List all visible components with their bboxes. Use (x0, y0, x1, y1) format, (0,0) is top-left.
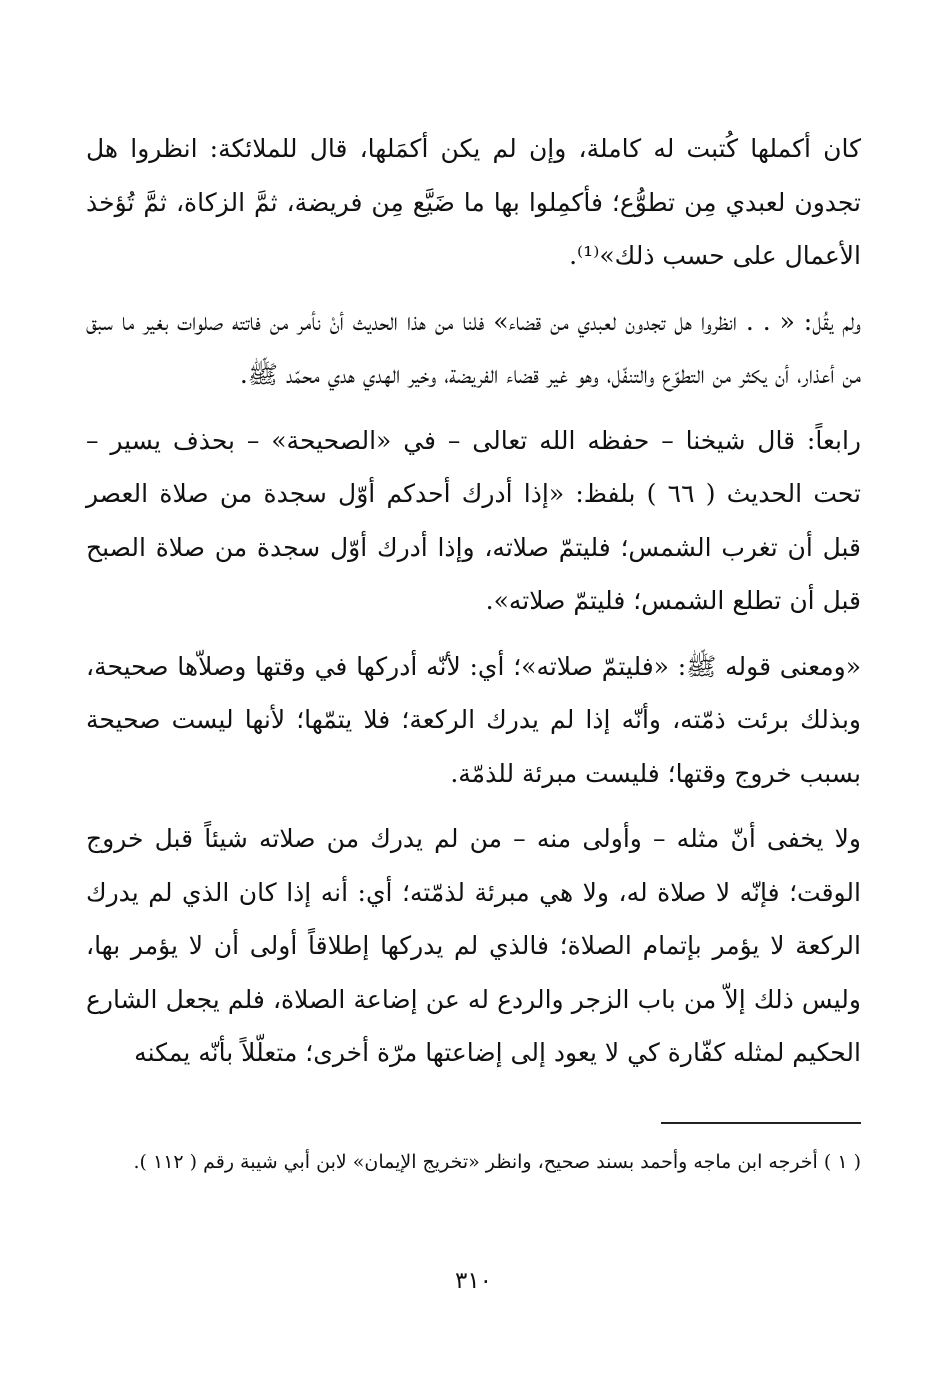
page-number: ٣١٠ (454, 1268, 493, 1294)
paragraph-2: ولم يقُل: « . . انظروا هل تجدون لعبدي من قضاء» فلنا من هذا الحديث أنْ نأمر من فاتته صلوات بغير ما سبق من أعذار، أن يكثر من التطوّع والتنفّل، وهو غير قضاء الفريضة، وخير الهدي هدي محمّد ﷺ. (86, 306, 861, 389)
paragraph-5: ولا يخفى أنّ مثله – وأولى منه – من لم يدرك من صلاته شيئاً قبل خروج الوقت؛ فإنّه لا صلاة له، ولا هي مبرئة لذمّته؛ أي: أنه إذا كان الذي لم يدرك الركعة لا يؤمر بإتمام الصلاة؛ فالذي لم يدركها إطلاقاً أولى أن لا يؤمر بها، وليس ذلك إلاّ من باب الزجر والردع له عن إضاعة الصلاة، فلم يجعل الشارع الحكيم لمثله كفّارة كي لا يعود إلى إضاعتها مرّة أخرى؛ متعلّلاً بأنّه يمكنه (86, 824, 861, 1067)
paragraph-1: كان أكملها كُتبت له كاملة، وإن لم يكن أكمَلها، قال للملائكة: انظروا هل تجدون لعبدي مِن تطوُّع؛ فأكمِلوا بها ما ضَيَّع مِن فريضة، ثمَّ الزكاة، ثمَّ تُؤخذ الأعمال على حسب ذلك»⁽¹⁾. (86, 134, 861, 270)
paragraph-4: «ومعنى قوله ﷺ: «فليتمّ صلاته»؛ أي: لأنّه أدركها في وقتها وصلاّها صحيحة، وبذلك برئت ذمّته، وأنّه إذا لم يدرك الركعة؛ فلا يتمّها؛ لأنها ليست صحيحة بسبب خروج وقتها؛ فليست مبرئة للذمّة. (86, 651, 861, 788)
page-body (86, 122, 861, 1092)
paragraph-3: رابعاً: قال شيخنا – حفظه الله تعالى – في «الصحيحة» – بحذف يسير – تحت الحديث ( ٦٦ ) بلفظ: «إذا أدرك أحدكم أوّل سجدة من صلاة العصر قبل أن تغرب الشمس؛ فليتمّ صلاته، وإذا أدرك أوّل سجدة من صلاة الصبح قبل أن تطلع الشمس؛ فليتمّ صلاته». (86, 425, 861, 615)
footnote-divider (661, 1122, 861, 1124)
footnote: ( ١ ) أخرجه ابن ماجه وأحمد بسند صحيح، وانظر «تخريج الإيمان» لابن أبي شيبة رقم ( ١١٢ ). (133, 1151, 861, 1173)
